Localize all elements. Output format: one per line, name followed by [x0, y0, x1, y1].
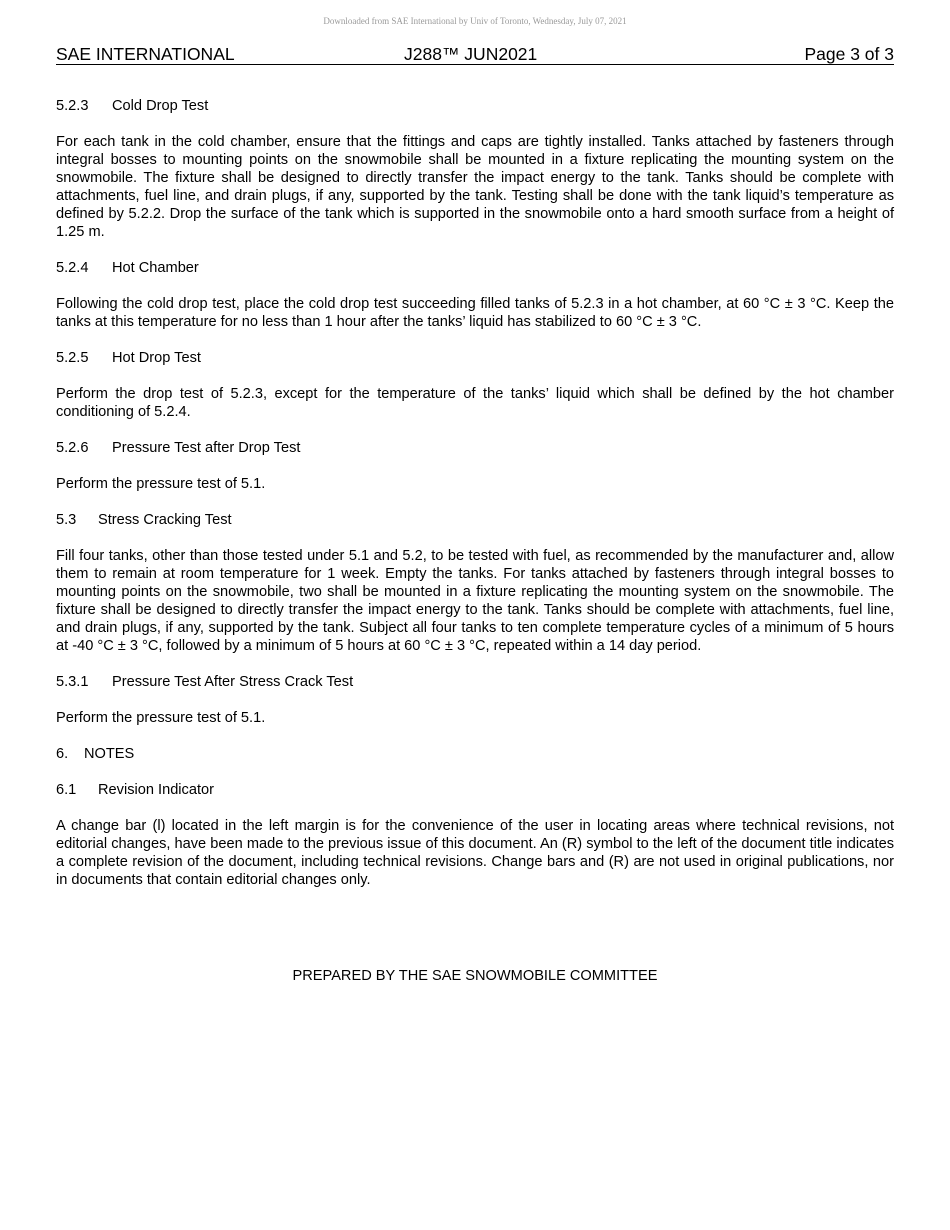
section-number: 5.3.1	[56, 674, 89, 690]
section-heading-5-2-5	[56, 349, 894, 367]
section-number: 6.	[56, 746, 69, 762]
section-title: Cold Drop Test	[112, 98, 209, 114]
section-paragraph-5-3-1: Perform the pressure test of 5.1.	[56, 710, 266, 726]
section-title: Hot Drop Test	[112, 350, 201, 366]
section-title: Pressure Test After Stress Crack Test	[112, 674, 354, 690]
section-title: Stress Cracking Test	[98, 512, 232, 528]
section-number: 5.3	[56, 512, 77, 528]
section-paragraph-5-2-5: Perform the drop test of 5.2.3, except for the temperature of the tanks’ liquid which shall be defined by the hot chamber conditioning of 5.2.4.	[56, 386, 894, 420]
document-body	[56, 97, 894, 907]
download-watermark: Downloaded from SAE International by Univ of Toronto, Wednesday, July 07, 2021	[323, 16, 627, 26]
section-heading-5-2-3	[56, 97, 894, 115]
section-number: 5.2.3	[56, 98, 89, 114]
section-number: 6.1	[56, 782, 77, 798]
header-organization: SAE INTERNATIONAL	[56, 44, 235, 64]
section-number: 5.2.6	[56, 440, 89, 456]
section-title: Pressure Test after Drop Test	[112, 440, 301, 456]
committee-footer: PREPARED BY THE SAE SNOWMOBILE COMMITTEE	[292, 968, 658, 984]
section-paragraph-5-2-4: Following the cold drop test, place the cold drop test succeeding filled tanks of 5.2.3 in a hot chamber, at 60 °C ± 3 °C. Keep the tanks at this temperature for no less than 1 hour after the tanks’ liquid has stabilized to 60 °C ± 3 °C.	[56, 296, 894, 330]
section-heading-6-1	[56, 781, 894, 799]
section-paragraph-5-2-6: Perform the pressure test of 5.1.	[56, 476, 266, 492]
section-heading-5-3	[56, 511, 894, 529]
section-paragraph-6-1: A change bar (l) located in the left margin is for the convenience of the user in locating areas where technical revisions, not editorial changes, have been made to the previous issue of this document. An (R) symbol to the left of the document title indicates a complete revision of the document, including technical revisions. Change bars and (R) are not used in original publications, nor in documents that contain editorial changes only.	[56, 818, 894, 888]
section-heading-5-2-6	[56, 439, 894, 457]
section-paragraph-5-3: Fill four tanks, other than those tested under 5.1 and 5.2, to be tested with fuel, as recommended by the manufacturer and, allow them to remain at room temperature for 1 week. Empty the tanks. For tanks attached by fasteners through integral bosses to mounting points on the snowmobile, two shall be mounted in a fixture replicating the mounting system on the snowmobile. The fixture shall be designed to directly transfer the impact energy to the tank. Tanks should be complete with attachments, fuel line, and drain plugs, if any, supported by the tank. Subject all four tanks to ten complete temperature cycles of a minimum of 5 hours at -40 °C ± 3 °C, followed by a minimum of 5 hours at 60 °C ± 3 °C, repeated within a 14 day period.	[56, 548, 894, 654]
section-number: 5.2.4	[56, 260, 89, 276]
header-document-id: J288™ JUN2021	[404, 44, 538, 64]
section-title: Revision Indicator	[98, 782, 214, 798]
section-title: NOTES	[84, 746, 135, 762]
section-title: Hot Chamber	[112, 260, 199, 276]
section-heading-6	[56, 745, 894, 763]
section-heading-5-3-1	[56, 673, 894, 691]
section-number: 5.2.5	[56, 350, 89, 366]
section-heading-5-2-4	[56, 259, 894, 277]
header-page-number: Page 3 of 3	[804, 44, 894, 64]
page-header	[56, 44, 894, 65]
section-paragraph-5-2-3: For each tank in the cold chamber, ensure that the fittings and caps are tightly installed. Tanks attached by fasteners through integral bosses to mounting points on the snowmobile shall be mounted in a fixture replicating the mounting system on the snowmobile. The fixture shall be designed to directly transfer the impact energy to the tank. Tanks should be complete with attachments, fuel line, and drain plugs, if any, supported by the tank. Testing shall be done with the tank liquid’s temperature as defined by 5.2.2. Drop the surface of the tank which is supported in the snowmobile onto a hard smooth surface from a height of 1.25 m.	[56, 134, 894, 240]
